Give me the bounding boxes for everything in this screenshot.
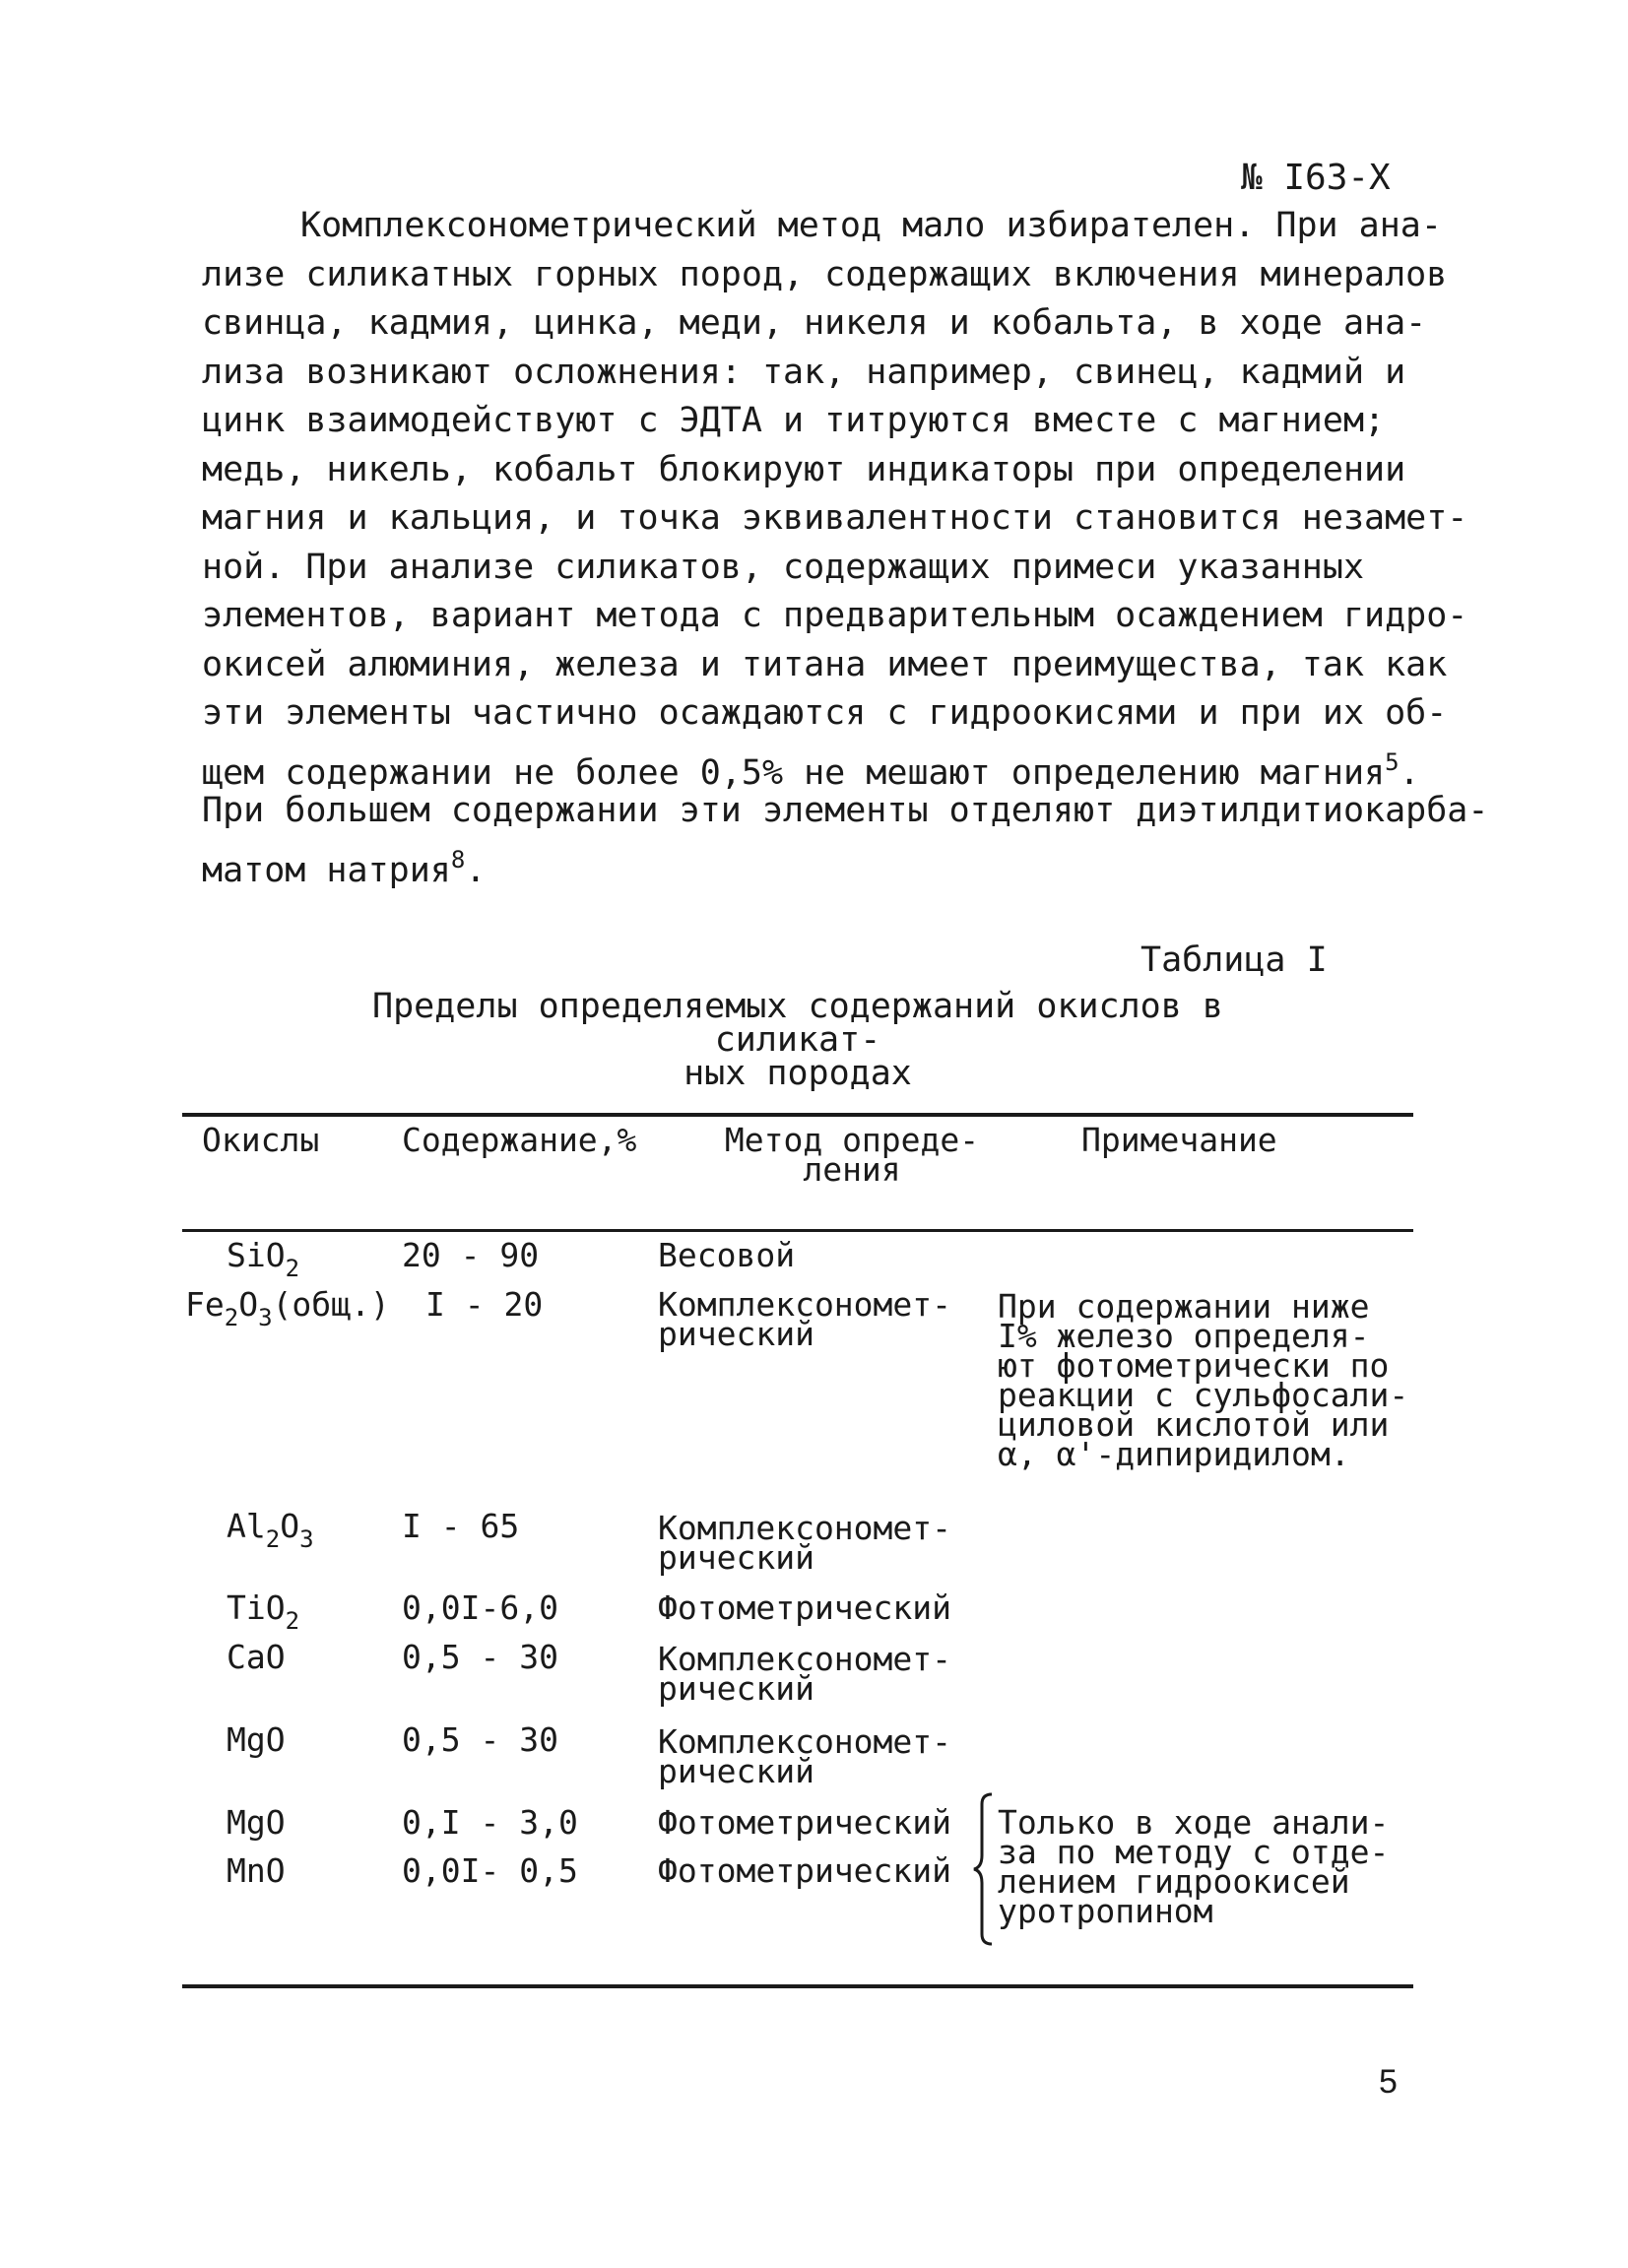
method-line: рический: [658, 1538, 814, 1577]
cell-content: 0,0I-6,0: [402, 1588, 558, 1627]
header-method: [714, 1121, 990, 1189]
cell-method: [658, 1285, 952, 1353]
text-line: окисей алюминия, железа и титана имеет преимущества, так как: [202, 644, 1448, 684]
text-line: [202, 739, 1458, 793]
text-line: Комплексонометрический метод мало избирателен. При ана-: [300, 206, 1442, 245]
method-line: Комплексономет-: [658, 1285, 952, 1324]
text-span: матом натрия: [202, 850, 451, 890]
cell-content: I - 20: [425, 1285, 544, 1324]
cell-oxide: [227, 1236, 300, 1283]
note-line: за по методу с отде-: [998, 1833, 1390, 1871]
note-line: I% железо определя-: [998, 1317, 1370, 1355]
subscript: 2: [285, 1255, 300, 1282]
note-line: уротропином: [998, 1892, 1213, 1930]
note-line: циловой кислотой или: [998, 1405, 1390, 1444]
punctuation: .: [1399, 752, 1420, 793]
text-line: лиза возникают осложнения: так, например, свинец, кадмий и: [202, 352, 1406, 392]
cell-oxide: [185, 1285, 390, 1332]
caption-line: Пределы определяемых содержаний окислов в силикат-: [372, 987, 1223, 1060]
text-line: [202, 836, 1458, 890]
cell-method: [658, 1640, 952, 1708]
punctuation: .: [465, 850, 487, 890]
table-top-rule: [182, 1113, 1413, 1117]
text-line: цинк взаимодействуют с ЭДТА и титруются вместе с магнием;: [202, 401, 1386, 440]
table-caption: [286, 987, 1310, 1093]
formula-text: Fe: [185, 1285, 225, 1324]
cell-oxide: MnO: [227, 1851, 286, 1890]
cell-method: [658, 1509, 952, 1577]
grouping-brace-icon: [970, 1790, 1000, 1948]
text-line: элементов, вариант метода с предварительным осаждением гидро-: [202, 596, 1468, 635]
note-line: реакции с сульфосали-: [998, 1376, 1409, 1414]
method-line: Комплексономет-: [658, 1640, 952, 1678]
header-content: Содержание,%: [402, 1121, 637, 1159]
cell-content: 0,5 - 30: [402, 1638, 558, 1676]
text-line: медь, никель, кобальт блокируют индикаторы при определении: [202, 449, 1406, 489]
formula-text: Al: [227, 1507, 266, 1545]
text-line: лизе силикатных горных пород, содержащих включения минералов: [202, 254, 1448, 294]
cell-oxide: MgO: [227, 1720, 286, 1759]
subscript: 3: [299, 1525, 314, 1553]
cell-content: 0,0I- 0,5: [402, 1851, 578, 1890]
text-line: эти элементы частично осаждаются с гидроокисями и при их об-: [202, 693, 1448, 733]
note-line: При содержании ниже: [998, 1287, 1370, 1326]
cell-method: Фотометрический: [658, 1851, 952, 1890]
text-span: щем содержании не более 0,5% не мешают определению магния: [202, 752, 1386, 793]
table-bottom-rule: [182, 1984, 1413, 1988]
cell-method: Фотометрический: [658, 1803, 952, 1842]
reference-marker: 8: [450, 845, 466, 874]
cell-content: 0,I - 3,0: [402, 1803, 578, 1842]
text-line: свинца, кадмия, цинка, меди, никеля и кобальта, в ходе ана-: [202, 303, 1427, 343]
cell-method: [658, 1722, 952, 1790]
text-line: магния и кальция, и точка эквивалентности становится незамет-: [202, 498, 1468, 538]
cell-oxide: [227, 1588, 300, 1636]
formula-text: TiO: [227, 1588, 286, 1627]
header-method-line: ления: [803, 1150, 901, 1189]
cell-content: 0,5 - 30: [402, 1720, 558, 1759]
subscript: 2: [285, 1607, 300, 1635]
cell-method: Фотометрический: [658, 1588, 952, 1627]
subscript: 2: [265, 1525, 281, 1553]
page-number: 5: [1379, 2063, 1398, 2101]
cell-note: [998, 1287, 1409, 1473]
cell-oxide: CaO: [227, 1638, 286, 1676]
method-line: Комплексономет-: [658, 1722, 952, 1761]
formula-text: SiO: [227, 1236, 286, 1274]
cell-oxide: MgO: [227, 1803, 286, 1842]
formula-text: (общ.): [272, 1285, 390, 1324]
cell-method: Весовой: [658, 1236, 796, 1274]
note-line: лением гидроокисей: [998, 1862, 1350, 1901]
header-note: Примечание: [1081, 1121, 1277, 1159]
table-label: Таблица I: [1140, 940, 1328, 980]
reference-marker: 5: [1385, 747, 1400, 776]
cell-content: 20 - 90: [402, 1236, 540, 1274]
subscript: 2: [224, 1304, 239, 1331]
subscript: 3: [258, 1304, 273, 1331]
header-oxides: Окислы: [202, 1121, 320, 1159]
header-method-line: Метод опреде-: [724, 1121, 980, 1159]
method-line: рический: [658, 1315, 814, 1353]
note-line: α, α'-дипиридилом.: [998, 1435, 1350, 1473]
note-line: ют фотометрически по: [998, 1346, 1390, 1385]
method-line: рический: [658, 1669, 814, 1708]
cell-content: I - 65: [402, 1507, 520, 1545]
group-note: [998, 1803, 1390, 1930]
method-line: Комплексономет-: [658, 1509, 952, 1547]
text-line: При большем содержании эти элементы отделяют диэтилдитиокарба-: [202, 791, 1489, 830]
document-number: № I63-X: [1241, 158, 1391, 198]
note-line: Только в ходе анали-: [998, 1803, 1390, 1842]
formula-text: O: [238, 1285, 259, 1324]
formula-text: O: [280, 1507, 300, 1545]
cell-oxide: [227, 1507, 314, 1554]
text-line: ной. При анализе силикатов, содержащих примеси указанных: [202, 547, 1365, 587]
body-paragraph: [202, 202, 1489, 890]
method-line: рический: [658, 1752, 814, 1790]
caption-line: ных породах: [684, 1054, 912, 1093]
table-header-rule: [182, 1229, 1413, 1232]
